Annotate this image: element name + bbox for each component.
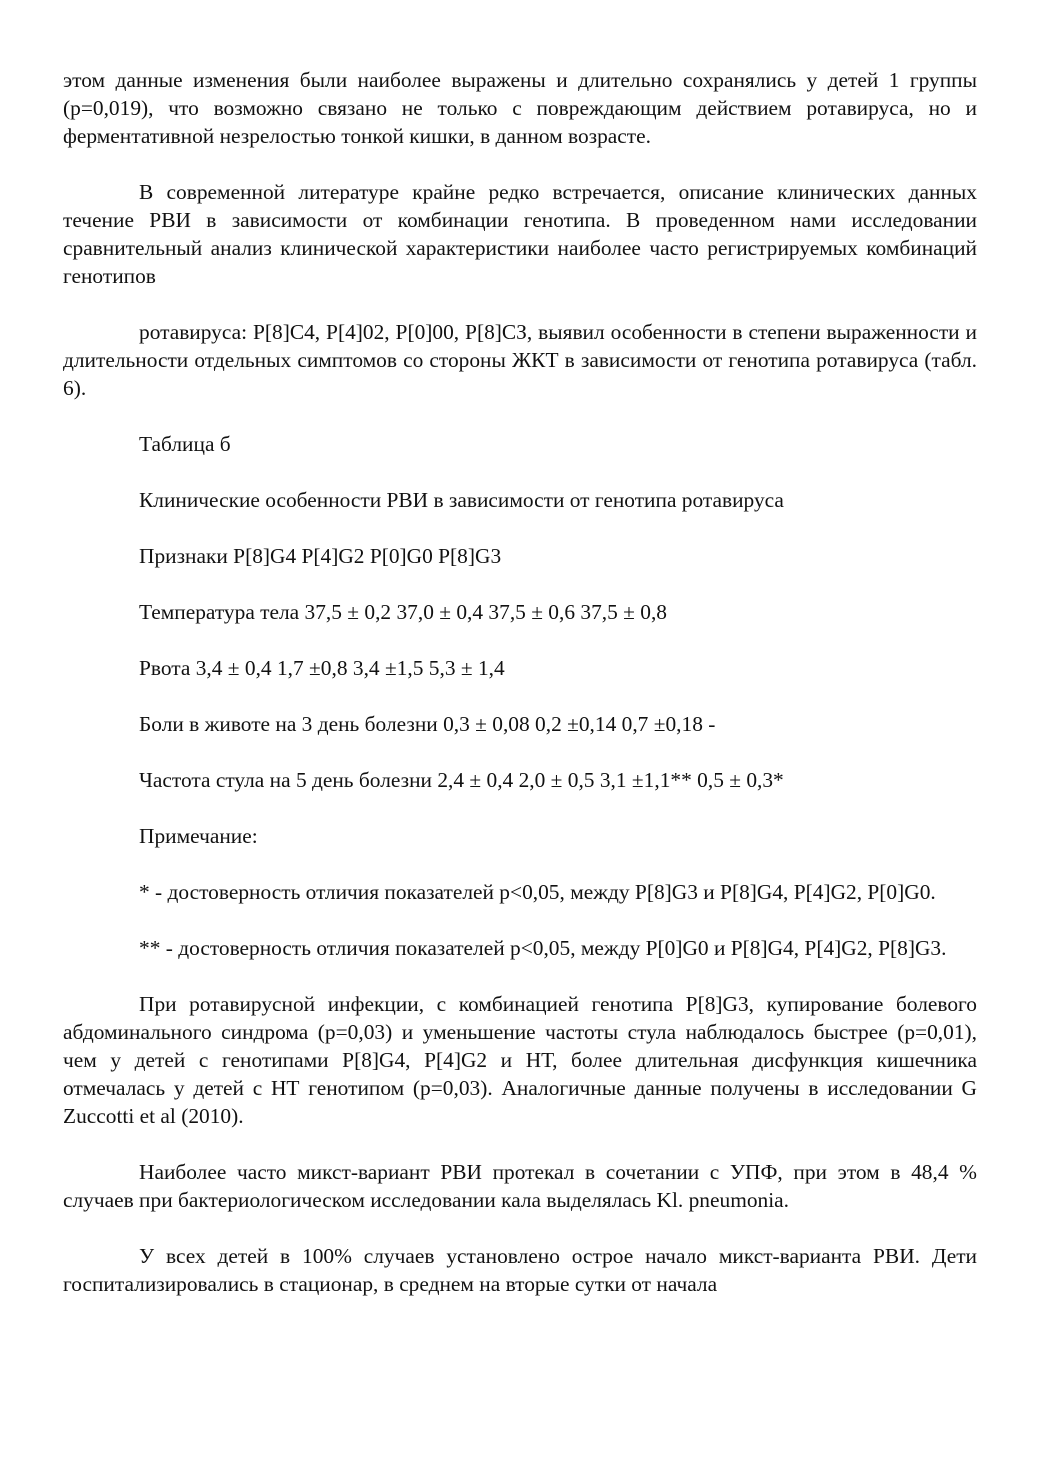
document-page [63,66,977,1298]
table-row-header: Признаки P[8]G4 P[4]G2 P[0]G0 P[8]G3 [139,544,502,568]
table-title: Клинические особенности РВИ в зависимости от генотипа ротавируса [139,488,784,512]
table-label: Таблица б [139,432,231,456]
paragraph-literature: В современной литературе крайне редко встречается, описание клинических данных течение РВИ в зависимости от комбинации генотипа. В проведенном нами исследовании сравнительный анализ клинической характеристики наиболее часто регистрируемых комбинаций генотипов [63,180,977,288]
paragraph-results: При ротавирусной инфекции, с комбинацией генотипа P[8]G3, купирование болевого абдоминального синдрома (p=0,03) и уменьшение частоты стула наблюдалось быстрее (p=0,01), чем у детей с генотипами P[8]G4, P[4]G2 и НТ, более длительная дисфункция кишечника отмечалась у детей с НТ генотипом (p=0,03). Аналогичные данные получены в исследовании G Zuccotti et al (2010). [63,992,977,1128]
paragraph-mixed-variant: Наиболее часто микст-вариант РВИ протекал в сочетании с УПФ, при этом в 48,4 % случаев при бактериологическом исследовании кала выделялась Kl. pneumonia. [63,1160,977,1212]
paragraph-genotypes: ротавируса: P[8]C4, P[4]02, P[0]00, P[8]CЗ, выявил особенности в степени выраженности и длительности отдельных симптомов со стороны ЖКТ в зависимости от генотипа ротавируса (табл. 6). [63,320,977,400]
table-row-temperature: Температура тела 37,5 ± 0,2 37,0 ± 0,4 37,5 ± 0,6 37,5 ± 0,8 [139,600,667,624]
note-label: Примечание: [139,824,258,848]
note-single-asterisk: * - достоверность отличия показателей p<0,05, между P[8]G3 и P[8]G4, P[4]G2, P[0]G0. [139,880,936,904]
table-row-stool-frequency: Частота стула на 5 день болезни 2,4 ± 0,4 2,0 ± 0,5 3,1 ±1,1** 0,5 ± 0,3* [139,768,784,792]
note-double-asterisk: ** - достоверность отличия показателей p<0,05, между P[0]G0 и P[8]G4, P[4]G2, P[8]G3. [139,936,947,960]
table-row-vomiting: Рвота 3,4 ± 0,4 1,7 ±0,8 3,4 ±1,5 5,3 ± 1,4 [139,656,505,680]
paragraph-onset: У всех детей в 100% случаев установлено острое начало микст-варианта РВИ. Дети госпитализировались в стационар, в среднем на вторые сутки от начала [63,1244,977,1296]
paragraph-continuation: этом данные изменения были наиболее выражены и длительно сохранялись у детей 1 группы (p=0,019), что возможно связано не только с повреждающим действием ротавируса, но и ферментативной незрелостью тонкой кишки, в данном возрасте. [63,68,977,148]
table-row-abdominal-pain: Боли в животе на 3 день болезни 0,3 ± 0,08 0,2 ±0,14 0,7 ±0,18 - [139,712,716,736]
